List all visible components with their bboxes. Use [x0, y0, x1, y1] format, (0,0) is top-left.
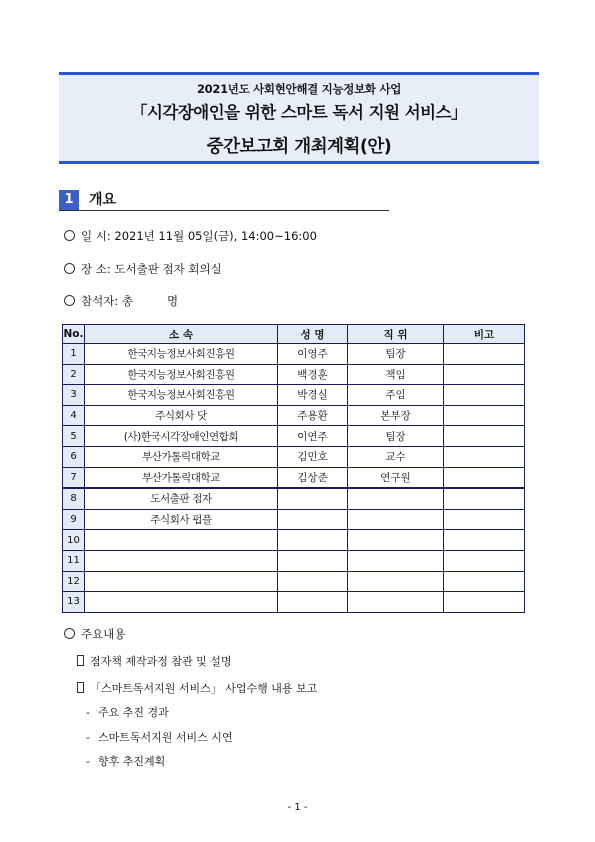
attendees-suffix: 명 — [166, 294, 179, 308]
cell-name: 김상준 — [278, 467, 348, 488]
cell-position — [348, 592, 444, 613]
list-item-text: 「스마트독서지원 서비스」 사업수행 내용 보고 — [90, 682, 318, 695]
cell-position: 본부장 — [348, 405, 444, 426]
sub-list-item-text: 향후 추진계획 — [97, 755, 166, 768]
row-number: 8 — [63, 488, 85, 509]
date-label: 일 시 — [81, 229, 107, 243]
cell-org: 부산가톨릭대학교 — [85, 467, 278, 488]
contents-heading — [64, 627, 125, 642]
cell-position: 연구원 — [348, 467, 444, 488]
row-number: 12 — [63, 571, 85, 592]
cell-org: 한국지능정보사회진흥원 — [85, 385, 278, 406]
attendees-label: 참석자 — [81, 294, 115, 308]
meeting-title: 중간보고회 개최계획(안) — [206, 137, 392, 157]
table-row — [63, 446, 525, 467]
cell-name — [278, 592, 348, 613]
row-number: 9 — [63, 509, 85, 530]
cell-name — [278, 550, 348, 571]
cell-org — [85, 530, 278, 551]
dash-marker: - — [86, 755, 90, 768]
square-bullet-icon — [77, 655, 84, 666]
cell-org: 부산가톨릭대학교 — [85, 446, 278, 467]
cell-org: 주식회사 닷 — [85, 405, 278, 426]
cell-name: 김민호 — [278, 446, 348, 467]
table-row — [63, 364, 525, 385]
row-number: 2 — [63, 364, 85, 385]
cell-note — [444, 550, 525, 571]
dash-marker: - — [86, 706, 90, 719]
date-value: 2021년 11월 05일(금), 14:00~16:00 — [114, 229, 317, 243]
cell-name — [278, 488, 348, 509]
cell-note — [444, 385, 525, 406]
cell-position — [348, 509, 444, 530]
attendee-table — [62, 324, 525, 613]
cell-note — [444, 426, 525, 447]
sub-list-item-text: 스마트독서지원 서비스 시연 — [97, 731, 233, 744]
cell-note — [444, 592, 525, 613]
cell-note — [444, 344, 525, 365]
cell-note — [444, 405, 525, 426]
table-row — [63, 571, 525, 592]
cell-position — [348, 530, 444, 551]
row-number: 13 — [63, 592, 85, 613]
dash-marker: - — [86, 731, 90, 744]
contents-label: 주요내용 — [81, 627, 126, 641]
section-heading — [59, 190, 389, 211]
cell-note — [444, 488, 525, 509]
cell-note — [444, 364, 525, 385]
cell-position: 팀장 — [348, 426, 444, 447]
cell-note — [444, 467, 525, 488]
row-number: 11 — [63, 550, 85, 571]
cell-position: 주임 — [348, 385, 444, 406]
cell-org: 한국지능정보사회진흥원 — [85, 364, 278, 385]
table-row — [63, 426, 525, 447]
cell-position: 팀장 — [348, 344, 444, 365]
table-row — [63, 488, 525, 509]
row-number: 10 — [63, 530, 85, 551]
sub-list-item — [86, 706, 169, 720]
table-row — [63, 344, 525, 365]
row-number: 3 — [63, 385, 85, 406]
table-row — [63, 530, 525, 551]
page-number: - 1 - — [287, 802, 308, 813]
header-no: No. — [63, 325, 85, 344]
square-bullet-icon — [77, 682, 84, 693]
row-number: 4 — [63, 405, 85, 426]
cell-note — [444, 571, 525, 592]
cell-position — [348, 550, 444, 571]
attendees-prefix: 총 — [121, 294, 133, 308]
cell-note — [444, 446, 525, 467]
place-line: 장 소: 도서출판 점자 회의실 — [64, 262, 222, 277]
cell-org — [85, 592, 278, 613]
cell-org — [85, 571, 278, 592]
cell-org — [85, 550, 278, 571]
cell-name: 백경훈 — [278, 364, 348, 385]
header-org: 소 속 — [85, 325, 278, 344]
cell-note — [444, 509, 525, 530]
table-header-row — [63, 325, 525, 344]
header-position: 직 위 — [348, 325, 444, 344]
cell-position — [348, 571, 444, 592]
cell-name: 박경실 — [278, 385, 348, 406]
cell-name: 주용환 — [278, 405, 348, 426]
list-item-text: 점자책 제작과정 참관 및 설명 — [90, 655, 232, 668]
table-row — [63, 467, 525, 488]
list-item — [77, 682, 317, 696]
cell-name: 이영주 — [278, 344, 348, 365]
cell-name: 이연주 — [278, 426, 348, 447]
project-subtitle: 2021년도 사회현안해결 지능정보화 사업 — [196, 82, 402, 96]
sub-list-item — [86, 755, 165, 769]
table-row — [63, 385, 525, 406]
table-row — [63, 405, 525, 426]
cell-position — [348, 488, 444, 509]
cell-name — [278, 530, 348, 551]
row-number: 6 — [63, 446, 85, 467]
place-value: 도서출판 점자 회의실 — [114, 262, 222, 276]
attendees-line: 참석자: 총 명 — [64, 294, 178, 309]
document-title: 「시각장애인을 위한 스마트 독서 지원 서비스」 — [130, 103, 468, 122]
cell-org: 한국지능정보사회진흥원 — [85, 344, 278, 365]
cell-position: 책임 — [348, 364, 444, 385]
circle-bullet-icon — [64, 263, 75, 274]
circle-bullet-icon — [64, 295, 75, 306]
cell-name — [278, 509, 348, 530]
header-name: 성 명 — [278, 325, 348, 344]
circle-bullet-icon — [64, 628, 75, 639]
title-box — [59, 72, 539, 164]
section-number: 1 — [59, 190, 79, 210]
row-number: 5 — [63, 426, 85, 447]
cell-position: 교수 — [348, 446, 444, 467]
cell-org: 도서출판 점자 — [85, 488, 278, 509]
sub-list-item — [86, 731, 233, 745]
section-title: 개요 — [89, 192, 117, 208]
row-number: 7 — [63, 467, 85, 488]
cell-name — [278, 571, 348, 592]
table-row — [63, 550, 525, 571]
table-row — [63, 509, 525, 530]
date-line: 일 시: 2021년 11월 05일(금), 14:00~16:00 — [64, 229, 317, 244]
list-item — [77, 655, 232, 669]
circle-bullet-icon — [64, 230, 75, 241]
cell-org: (사)한국시각장애인연합회 — [85, 426, 278, 447]
row-number: 1 — [63, 344, 85, 365]
place-label: 장 소 — [81, 262, 107, 276]
cell-note — [444, 530, 525, 551]
table-row — [63, 592, 525, 613]
cell-org: 주식회사 펍플 — [85, 509, 278, 530]
header-note: 비고 — [444, 325, 525, 344]
sub-list-item-text: 주요 추진 경과 — [97, 706, 169, 719]
